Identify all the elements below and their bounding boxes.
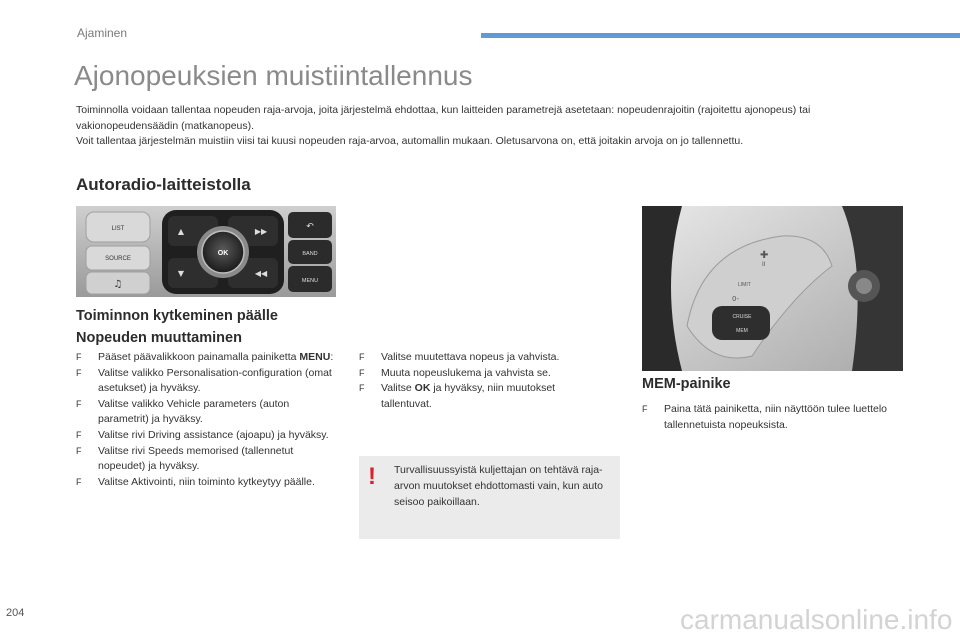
page-number: 204 <box>6 607 25 619</box>
watermark: carmanualsonline.info <box>680 604 953 635</box>
section-label: Ajaminen <box>77 26 128 40</box>
svg-text:↶: ↶ <box>306 222 314 232</box>
list-item <box>76 350 338 366</box>
list-item <box>642 402 892 433</box>
bullet-icon: F <box>76 398 82 409</box>
mem-item-text: Paina tätä painiketta, niin näyttöön tulee luettelo tallennetuista nopeuksista. <box>664 403 887 431</box>
list-item-text: Valitse <box>381 382 415 395</box>
steering-wheel-image <box>642 206 903 371</box>
warning-text: Turvallisuussyistä kuljettajan on tehtävä raja-arvon muutokset ehdottomasti vain, kun auto seisoo paikoillaan. <box>394 464 603 508</box>
bullet-icon: F <box>359 352 365 362</box>
intro-paragraph-2: Voit tallentaa järjestelmän muistiin viisi tai kuusi nopeuden raja-arvoa, automallin mukaan. Oletusarvona on, että joitakin arvoja on jo tallennettu. <box>76 135 744 147</box>
header-accent-bar <box>481 33 960 38</box>
list-item-text-end: ja hyväksy, niin muutokset tallentuvat. <box>381 382 556 410</box>
bullet-icon: F <box>76 445 82 456</box>
wheel-mem-label: MEM <box>736 328 748 334</box>
warning-icon: ! <box>368 463 376 490</box>
activation-heading-line1: Toiminnon kytkeminen päälle <box>76 308 278 324</box>
list-item-text: Valitse Aktivointi, niin toiminto kytkeytyy päälle. <box>98 475 315 488</box>
list-item <box>359 366 599 382</box>
radio-source-label: SOURCE <box>105 256 131 262</box>
svg-text:✚: ✚ <box>760 250 769 261</box>
svg-text:▶▶: ▶▶ <box>254 227 268 236</box>
activation-heading-line2: Nopeuden muuttaminen <box>76 330 242 346</box>
list-item <box>76 428 338 444</box>
list-item-text: Valitse rivi Driving assistance (ajoapu) ja hyväksy. <box>98 428 329 441</box>
bullet-icon: F <box>359 367 365 378</box>
svg-text:▼: ▼ <box>177 269 185 278</box>
list-item-bold: MENU <box>299 351 331 363</box>
list-item-text: Valitse muutettava nopeus ja vahvista. <box>381 351 560 363</box>
mem-list <box>642 402 892 433</box>
list-item <box>359 350 599 366</box>
list-item <box>76 475 338 491</box>
radio-list-label: LIST <box>111 226 125 232</box>
bullet-icon: F <box>76 367 82 378</box>
list-item <box>76 444 338 475</box>
intro-text <box>76 103 896 150</box>
page-title: Ajonopeuksien muistiintallennus <box>74 60 473 91</box>
mem-heading: MEM-painike <box>642 376 731 392</box>
list-item-text: Pääset päävalikkoon painamalla painiketta <box>98 351 300 363</box>
list-item-text: Valitse valikko Personalisation-configuration (omat asetukset) ja hyväksy. <box>98 366 332 395</box>
svg-text:II: II <box>762 261 766 268</box>
list-item <box>76 397 338 428</box>
list-item <box>359 381 599 412</box>
list-item <box>76 366 338 397</box>
svg-text:♫: ♫ <box>113 279 123 290</box>
radio-band-label: BAND <box>302 251 318 257</box>
svg-text:◀◀: ◀◀ <box>254 269 268 278</box>
bullet-icon: F <box>642 404 648 414</box>
activation-heading <box>76 305 278 349</box>
wheel-cruise-label: CRUISE <box>732 314 752 320</box>
wheel-limit-label: LIMIT <box>738 282 751 288</box>
bullet-icon: F <box>76 429 82 440</box>
list-item-text: Valitse valikko Vehicle parameters (auton parametrit) ja hyväksy. <box>98 397 290 426</box>
list-item-bold: OK <box>414 382 431 395</box>
svg-text:0-: 0- <box>732 295 739 303</box>
svg-text:▲: ▲ <box>177 227 185 236</box>
intro-paragraph-1: Toiminnolla voidaan tallentaa nopeuden raja-arvoja, joita järjestelmä ehdottaa, kun laitteiden parametrejä asetetaan: nopeudenrajoitin (rajoitettu ajonopeus) tai vakionopeudensäädin (matkanopeus). <box>76 104 811 132</box>
radio-heading: Autoradio-laitteistolla <box>76 175 251 194</box>
radio-menu-label: MENU <box>301 278 319 284</box>
radio-controls-image <box>76 206 336 297</box>
bullet-icon: F <box>76 476 82 487</box>
list-item-text-end: : <box>330 351 334 363</box>
activation-steps-list <box>76 350 338 490</box>
radio-ok-label: OK <box>217 250 229 257</box>
bullet-icon: F <box>76 352 82 362</box>
list-item-text: Valitse rivi Speeds memorised (tallennetut nopeudet) ja hyväksy. <box>98 444 294 473</box>
list-item-text: Muuta nopeuslukema ja vahvista se. <box>381 366 551 379</box>
change-speed-steps-list <box>359 350 599 412</box>
bullet-icon: F <box>359 383 365 394</box>
